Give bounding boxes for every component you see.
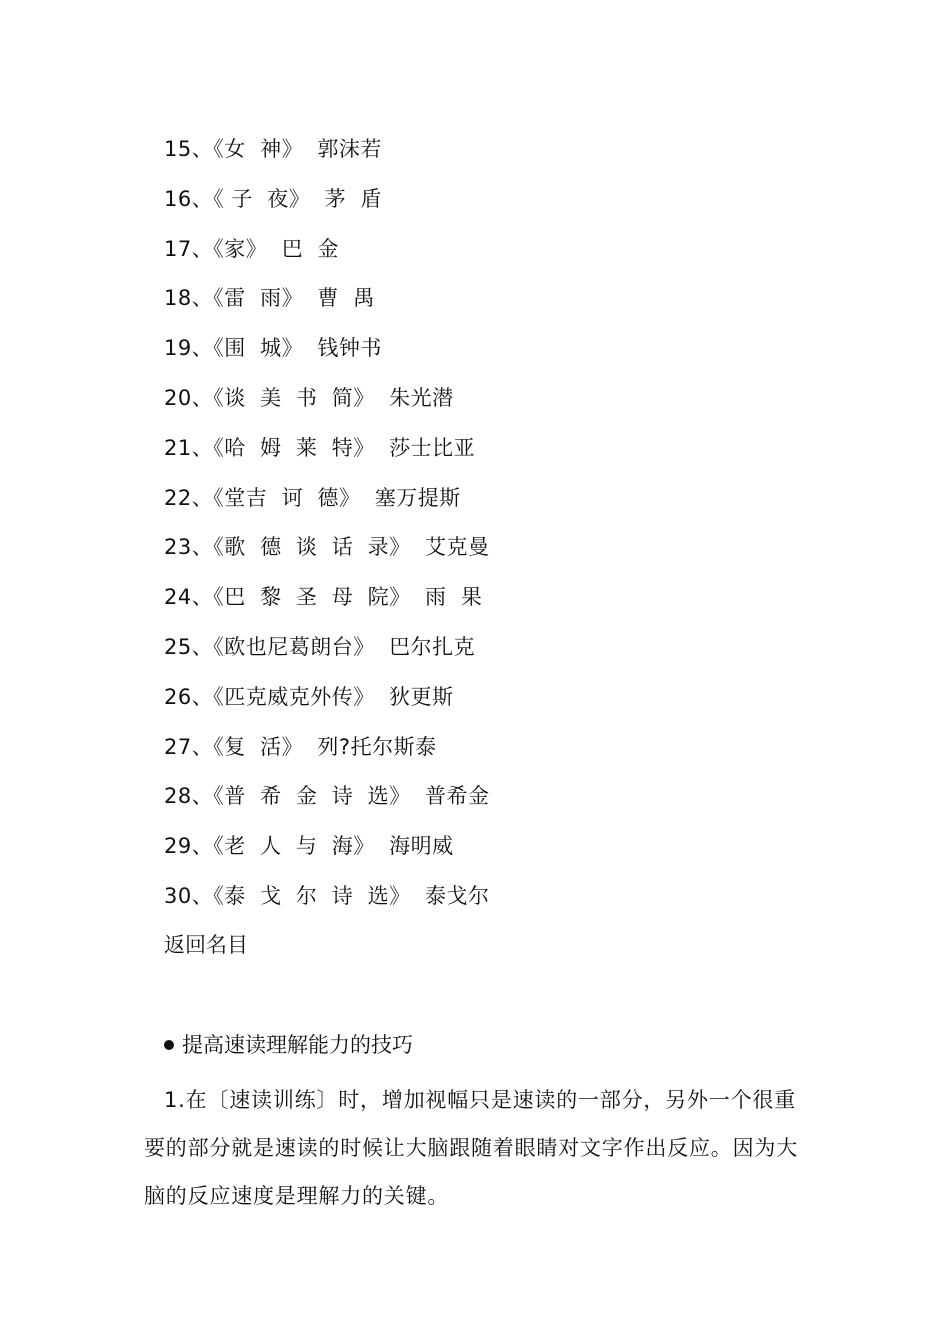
book-item: 24、《巴 黎 圣 母 院》 雨 果 (164, 585, 483, 610)
bullet-icon (164, 1040, 174, 1050)
book-item: 19、《围 城》 钱钟书 (164, 336, 382, 361)
book-item: 26、《匹克威克外传》 狄更斯 (164, 684, 454, 709)
section-heading-text: 提高速读理解能力的技巧 (182, 1033, 413, 1057)
book-item: 16、《 子 夜》 茅 盾 (164, 186, 382, 211)
book-item: 30、《泰 戈 尔 诗 选》 泰戈尔 (164, 883, 490, 908)
book-item: 28、《普 希 金 诗 选》 普希金 (164, 784, 490, 809)
section-heading (164, 1030, 413, 1060)
book-item: 22、《堂吉 诃 德》 塞万提斯 (164, 485, 461, 510)
book-item: 18、《雷 雨》 曹 禺 (164, 286, 375, 311)
book-item: 15、《女 神》 郭沫若 (164, 137, 382, 161)
body-paragraph: 1.在〔速读训练〕时，增加视幅只是速读的一部分，另外一个很重要的部分就是速读的时候让大脑跟随着眼睛对文字作出反应。因为大脑的反应速度是理解力的关键。 (144, 1088, 798, 1208)
book-item: 25、《欧也尼葛朗台》 巴尔扎克 (164, 634, 476, 659)
book-list (164, 134, 489, 931)
return-to-catalog-link[interactable]: 返回名目 (164, 933, 248, 957)
book-item: 21、《哈 姆 莱 特》 莎士比亚 (164, 435, 476, 460)
book-item: 27、《复 活》 列?托尔斯泰 (164, 734, 437, 759)
book-item: 23、《歌 德 谈 话 录》 艾克曼 (164, 535, 490, 560)
book-item: 20、《谈 美 书 简》 朱光潜 (164, 385, 454, 410)
book-item: 29、《老 人 与 海》 海明威 (164, 834, 454, 859)
book-item: 17、《家》 巴 金 (164, 236, 339, 261)
